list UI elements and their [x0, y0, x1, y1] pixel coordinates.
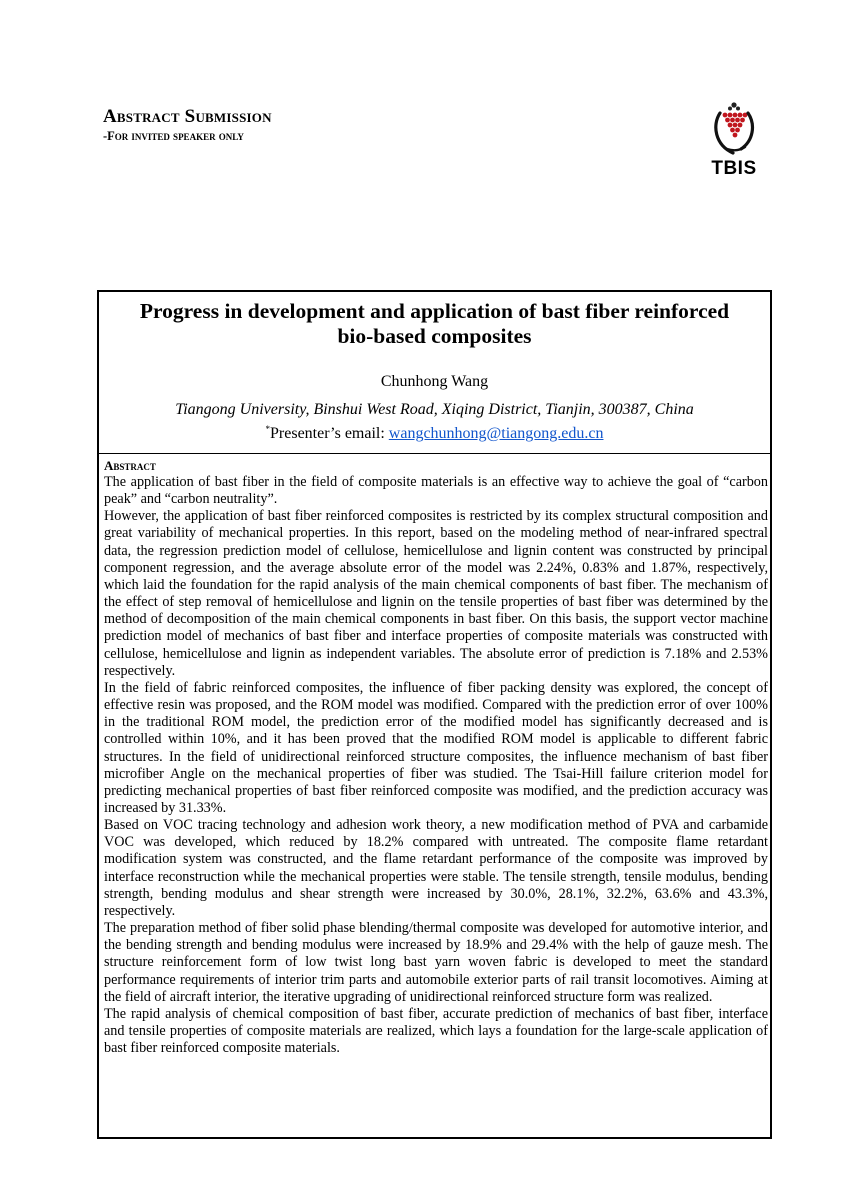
abstract-section: [104, 458, 768, 1057]
submission-subtitle: -For invited speaker only: [103, 129, 244, 143]
abstract-paragraph: The rapid analysis of chemical composition of bast fiber, accurate prediction of mechanics of bast fiber, interface and tensile properties of composite materials are realized, which lays a foundation for the large-scale application of bast fiber reinforced composite materials.: [104, 1005, 768, 1057]
paper-title-line-1: Progress in development and application of bast fiber reinforced: [139, 299, 730, 323]
paper-title-line-2: bio-based composites: [337, 324, 532, 348]
abstract-paragraph: Based on VOC tracing technology and adhesion work theory, a new modification method of PVA and carbamide VOC was developed, which reduced by 18.2% compared with untreated. The composite flame retardant modification system was constructed, and the flame retardant performance of the composite was improved by interface reconstruction while the mechanical properties were stable. The tensile strength, tensile modulus, bending strength, bending modulus and shear strength were increased by 30.0%, 28.1%, 32.2%, 63.6% and 43.3%, respectively.: [104, 817, 768, 919]
tbis-logo-text: TBIS: [711, 158, 757, 179]
presenter-email-label: Presenter’s email:: [270, 425, 389, 442]
abstract-paragraph: However, the application of bast fiber reinforced composites is restricted by its complex structural composition and great variability of mechanical properties. In this report, based on the modeling method of near-infrared spectral data, the regression prediction model of cellulose, hemicellulose and lignin content was constructed by principal component regression, and the average absolute error of the model was 2.24%, 0.83% and 1.87%, respectively, which laid the foundation for the rapid analysis of the main chemical components of bast fiber. The mechanism of the effect of step removal of hemicellulose and lignin on the tensile properties of bast fiber was determined by the method of decomposition of the main chemical components in bast fiber. On this basis, the support vector machine prediction model of mechanics of bast fiber and interface properties of composite materials was constructed with cellulose, hemicellulose and lignin as independent variables. The absolute error of prediction is 7.18% and 2.53% respectively.: [104, 508, 768, 679]
tbis-logo: [703, 101, 765, 181]
author-name: Chunhong Wang: [380, 373, 489, 390]
presenter-email-line: [99, 420, 770, 443]
title-divider: [99, 453, 770, 454]
paper-title: [99, 299, 770, 349]
presenter-marker: *: [265, 424, 271, 434]
title-block: [99, 292, 770, 454]
abstract-frame: [97, 290, 772, 1139]
author-affiliation: Tiangong University, Binshui West Road, Xiqing District, Tianjin, 300387, China: [175, 401, 694, 418]
abstract-paragraph: The application of bast fiber in the field of composite materials is an effective way to achieve the goal of “carbon peak” and “carbon neutrality”.: [104, 474, 768, 508]
abstract-paragraph: In the field of fabric reinforced composites, the influence of fiber packing density was explored, the concept of effective resin was proposed, and the ROM model was modified. Compared with the prediction error of over 100% in the traditional ROM model, the prediction error of the modified model has significantly decreased and is controlled within 10%, and it has been proved that the modified ROM model is applicable to different fabric structures. In the field of unidirectional reinforced structure composites, the influence mechanism of bast fiber microfiber Angle on the mechanical properties of fiber was studied. The Tsai-Hill failure criterion model for predicting mechanical properties of bast fiber reinforced composite was modified, and the prediction accuracy was increased by 31.33%.: [104, 679, 768, 816]
presenter-email-link[interactable]: wangchunhong@tiangong.edu.cn: [388, 425, 604, 442]
abstract-paragraph: The preparation method of fiber solid phase blending/thermal composite was developed for automotive interior, and the bending strength and bending modulus were increased by 18.9% and 29.4% with the help of gauze mesh. The structure reinforcement form of low twist long bast yarn woven fabric is developed to meet the standard performance requirements of interior trim parts and automobile exterior parts of rail transit locomotives. Aiming at the field of aircraft interior, the iterative upgrading of unidirectional reinforced structure form was realized.: [104, 920, 768, 1005]
abstract-heading: Abstract: [104, 458, 156, 473]
tbis-logo-emblem: [703, 101, 765, 159]
submission-title: Abstract Submission: [103, 106, 272, 127]
